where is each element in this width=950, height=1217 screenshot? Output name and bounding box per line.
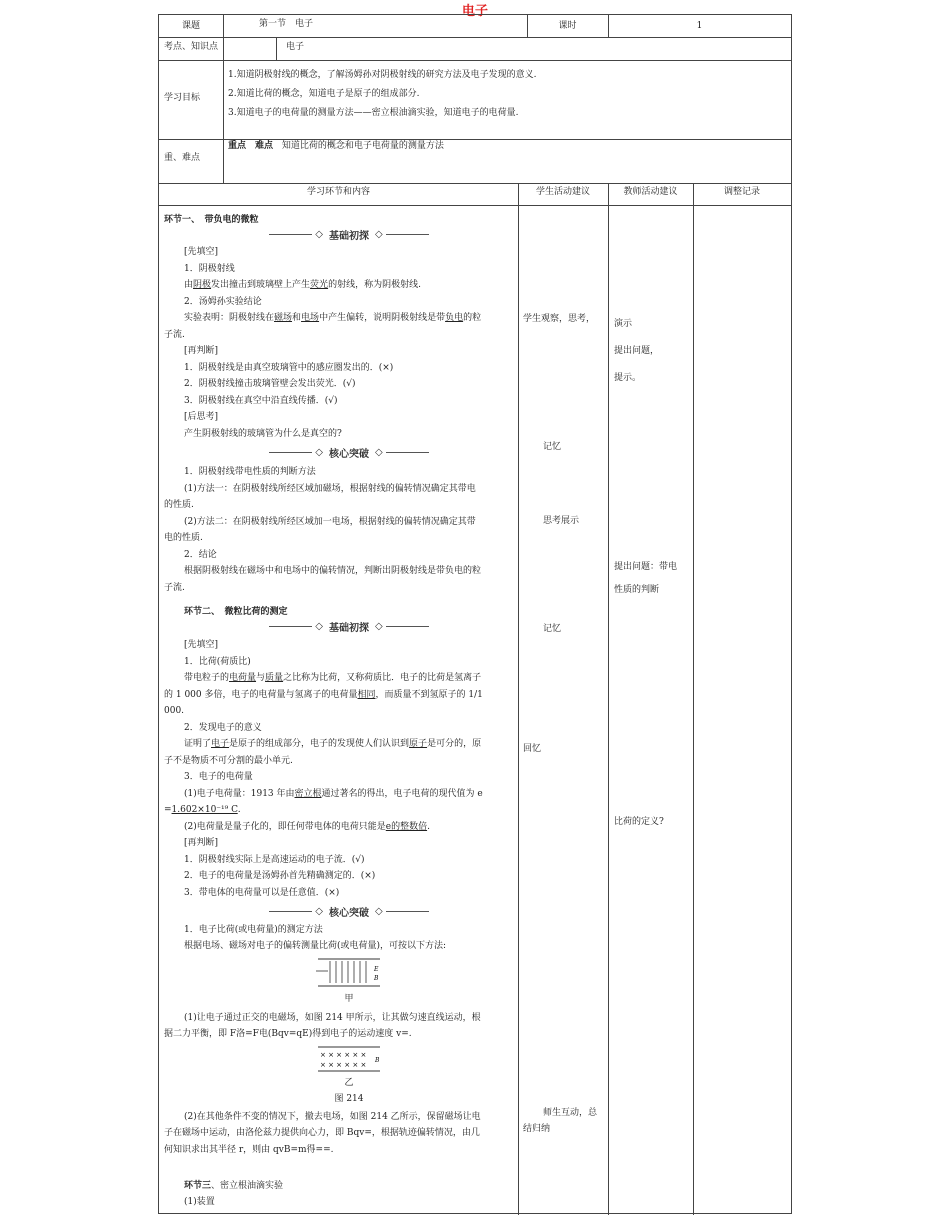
text-line: 子在磁场中运动，由洛伦兹力提供向心力，即 Bqv=，根据轨迹偏转情况，由几	[164, 1128, 480, 1138]
text-line: 根据阴极射线在磁场中和电场中的偏转情况，判断出阴极射线是带负电的粒	[184, 566, 482, 576]
text-line: 2．汤姆孙实验结论	[184, 297, 262, 307]
fill-label: [先填空]	[184, 640, 219, 650]
figure-caption: 图 214	[334, 1094, 364, 1104]
objectives-label: 学习目标	[164, 93, 201, 103]
col-divider	[223, 60, 224, 183]
key-label: 重、难点	[164, 153, 201, 163]
topic-label: 课题	[181, 21, 200, 31]
column-header-adjust: 调整记录	[723, 187, 760, 197]
teacher-note: 演示	[614, 319, 633, 329]
row-divider	[159, 37, 791, 38]
banner-basic: ◇ 基础初探 ◇	[269, 619, 429, 633]
objective-item: 3.知道电子的电荷量的测量方法——密立根油滴实验，知道电子的电荷量.	[228, 108, 519, 118]
row-divider	[159, 183, 791, 184]
judge-label: [再判断]	[184, 346, 219, 356]
text-line: 1．阴极射线实际上是高速运动的电子流．(√)	[184, 855, 365, 865]
fill-label: [先填空]	[184, 247, 219, 257]
text-line: 2．阴极射线撞击玻璃管壁会发出荧光．(√)	[184, 379, 356, 389]
text-line: (1)电子电荷量：1913 年由密立根通过著名的得出，电子电荷的现代值为 e	[184, 789, 483, 799]
text-line: 实验表明：阴极射线在磁场和电场中产生偏转，说明阴极射线是带负电的粒	[184, 313, 482, 323]
figure-a-E: E	[374, 966, 379, 973]
text-line: 的性质.	[164, 500, 194, 510]
text-line: (2)方法二：在阴极射线所经区域加一电场，根据射线的偏转情况确定其带	[184, 517, 476, 527]
text-line: (1)方法一：在阴极射线所经区域加磁场，根据射线的偏转情况确定其带电	[184, 484, 476, 494]
figure-b-diagram	[314, 1045, 384, 1073]
student-note: 师生互动，总	[543, 1108, 598, 1118]
text-line: 何知识求出其半径 r，则由 qvB=m得==.	[164, 1145, 334, 1155]
text-line: 2．电子的电荷量是汤姆孙首先精确测定的．(×)	[184, 871, 376, 881]
teacher-note: 性质的判断	[614, 585, 660, 595]
col-divider	[223, 15, 224, 60]
cross-marks: × × × × × ×	[320, 1061, 367, 1069]
banner-core: ◇ 核心突破 ◇	[269, 904, 429, 918]
text-line: 1．电子比荷(或电荷量)的测定方法	[184, 925, 323, 935]
col-divider	[608, 183, 609, 1215]
text-line: 产生阴极射线的玻璃管为什么是真空的?	[184, 429, 342, 439]
teacher-note: 提出问题，	[614, 346, 660, 356]
student-note: 记忆	[543, 442, 562, 452]
row-divider	[159, 60, 791, 61]
text-line: 电的性质.	[164, 533, 203, 543]
text-line: 证明了电子是原子的组成部分，电子的发现使人们认识到原子是可分的，原	[184, 739, 482, 749]
lesson-plan-table	[158, 14, 792, 1214]
figure-a-B: B	[374, 975, 379, 982]
text-line: (2)电荷量是量子化的，即任何带电体的电荷只能是e的整数倍.	[184, 822, 430, 832]
teacher-note: 比荷的定义?	[614, 817, 664, 827]
points-label: 考点、知识点	[164, 42, 219, 52]
objective-item: 1.知道阴极射线的概念，了解汤姆孙对阴极射线的研究方法及电子发现的意义.	[228, 70, 537, 80]
student-note: 回忆	[523, 744, 542, 754]
student-note: 记忆	[543, 624, 562, 634]
text-line: 1．比荷(荷质比)	[184, 657, 251, 667]
column-header-content: 学习环节和内容	[306, 187, 370, 197]
objective-item: 2.知道比荷的概念，知道电子是原子的组成部分.	[228, 89, 420, 99]
judge-label: [再判断]	[184, 838, 219, 848]
section-title: 环节一、 带负电的微粒	[164, 215, 259, 225]
text-line: 1．阴极射线	[184, 264, 235, 274]
period-value: 1	[696, 21, 703, 31]
column-header-teacher: 教师活动建议	[623, 187, 678, 197]
figure-b-B: B	[375, 1057, 380, 1064]
period-label: 课时	[558, 21, 577, 31]
text-line: 1．阴极射线是由真空玻璃管中的感应圈发出的．(×)	[184, 363, 394, 373]
col-divider	[693, 183, 694, 1215]
text-line: 的 1 000 多倍，电子的电荷量与氢离子的电荷量相同，而质量不到氢原子的 1/1	[164, 690, 483, 700]
text-line: 2．结论	[184, 550, 217, 560]
teacher-note: 提出问题：带电	[614, 562, 678, 572]
student-note: 学生观察，思考，	[523, 314, 596, 324]
text-line: 带电粒子的电荷量与质量之比称为比荷，又称荷质比．电子的比荷是氢离子	[184, 673, 482, 683]
think-label: [后思考]	[184, 412, 219, 422]
page-title: 电子	[461, 4, 488, 19]
text-line: 根据电场、磁场对电子的偏转测量比荷(或电荷量)，可按以下方法:	[184, 941, 447, 951]
key-prefix: 重点 难点	[228, 141, 274, 151]
col-divider	[276, 37, 277, 60]
text-line: =1.602×10⁻¹⁹ C.	[164, 805, 241, 815]
points-value: 电子	[286, 42, 305, 52]
text-line: 子不是物质不可分割的最小单元.	[164, 756, 293, 766]
text-line: (2)在其他条件不变的情况下，撤去电场，如图 214 乙所示，保留磁场让电	[184, 1112, 481, 1122]
figure-a-diagram	[314, 956, 384, 990]
banner-core: ◇ 核心突破 ◇	[269, 445, 429, 459]
teacher-note: 提示。	[614, 373, 642, 383]
section-title: 环节三、密立根油滴实验	[184, 1181, 284, 1191]
col-divider	[518, 183, 519, 1215]
row-divider	[159, 205, 791, 206]
banner-basic: ◇ 基础初探 ◇	[269, 227, 429, 241]
student-note: 结归纳	[523, 1124, 551, 1134]
text-line: (1)让电子通过正交的电磁场，如图 214 甲所示，让其做匀速直线运动，根	[184, 1013, 481, 1023]
text-line: (1)装置	[184, 1197, 215, 1207]
column-header-student: 学生活动建议	[535, 187, 590, 197]
key-text: 知道比荷的概念和电子电荷量的测量方法	[281, 141, 444, 151]
topic-value: 第一节 电子	[259, 19, 314, 29]
text-line: 由阴极发出撞击到玻璃壁上产生荧光的射线，称为阴极射线.	[184, 280, 421, 290]
text-line: 2．发现电子的意义	[184, 723, 262, 733]
student-note: 思考展示	[543, 516, 580, 526]
text-line: 子流.	[164, 330, 185, 340]
text-line: 000.	[164, 706, 185, 716]
text-line: 3．阴极射线在真空中沿直线传播．(√)	[184, 396, 338, 406]
figure-a-label: 甲	[344, 994, 354, 1004]
text-line: 1．阴极射线带电性质的判断方法	[184, 467, 316, 477]
text-line: 子流.	[164, 583, 185, 593]
text-line: 3．电子的电荷量	[184, 772, 253, 782]
cross-marks: × × × × × ×	[320, 1051, 367, 1059]
text-line: 据二力平衡，即 F洛=F电(Bqv=qE)得到电子的运动速度 v=.	[164, 1029, 412, 1039]
text-line: 3．带电体的电荷量可以是任意值．(×)	[184, 888, 340, 898]
figure-b-label: 乙	[344, 1078, 354, 1088]
section-title: 环节二、 微粒比荷的测定	[184, 607, 288, 617]
